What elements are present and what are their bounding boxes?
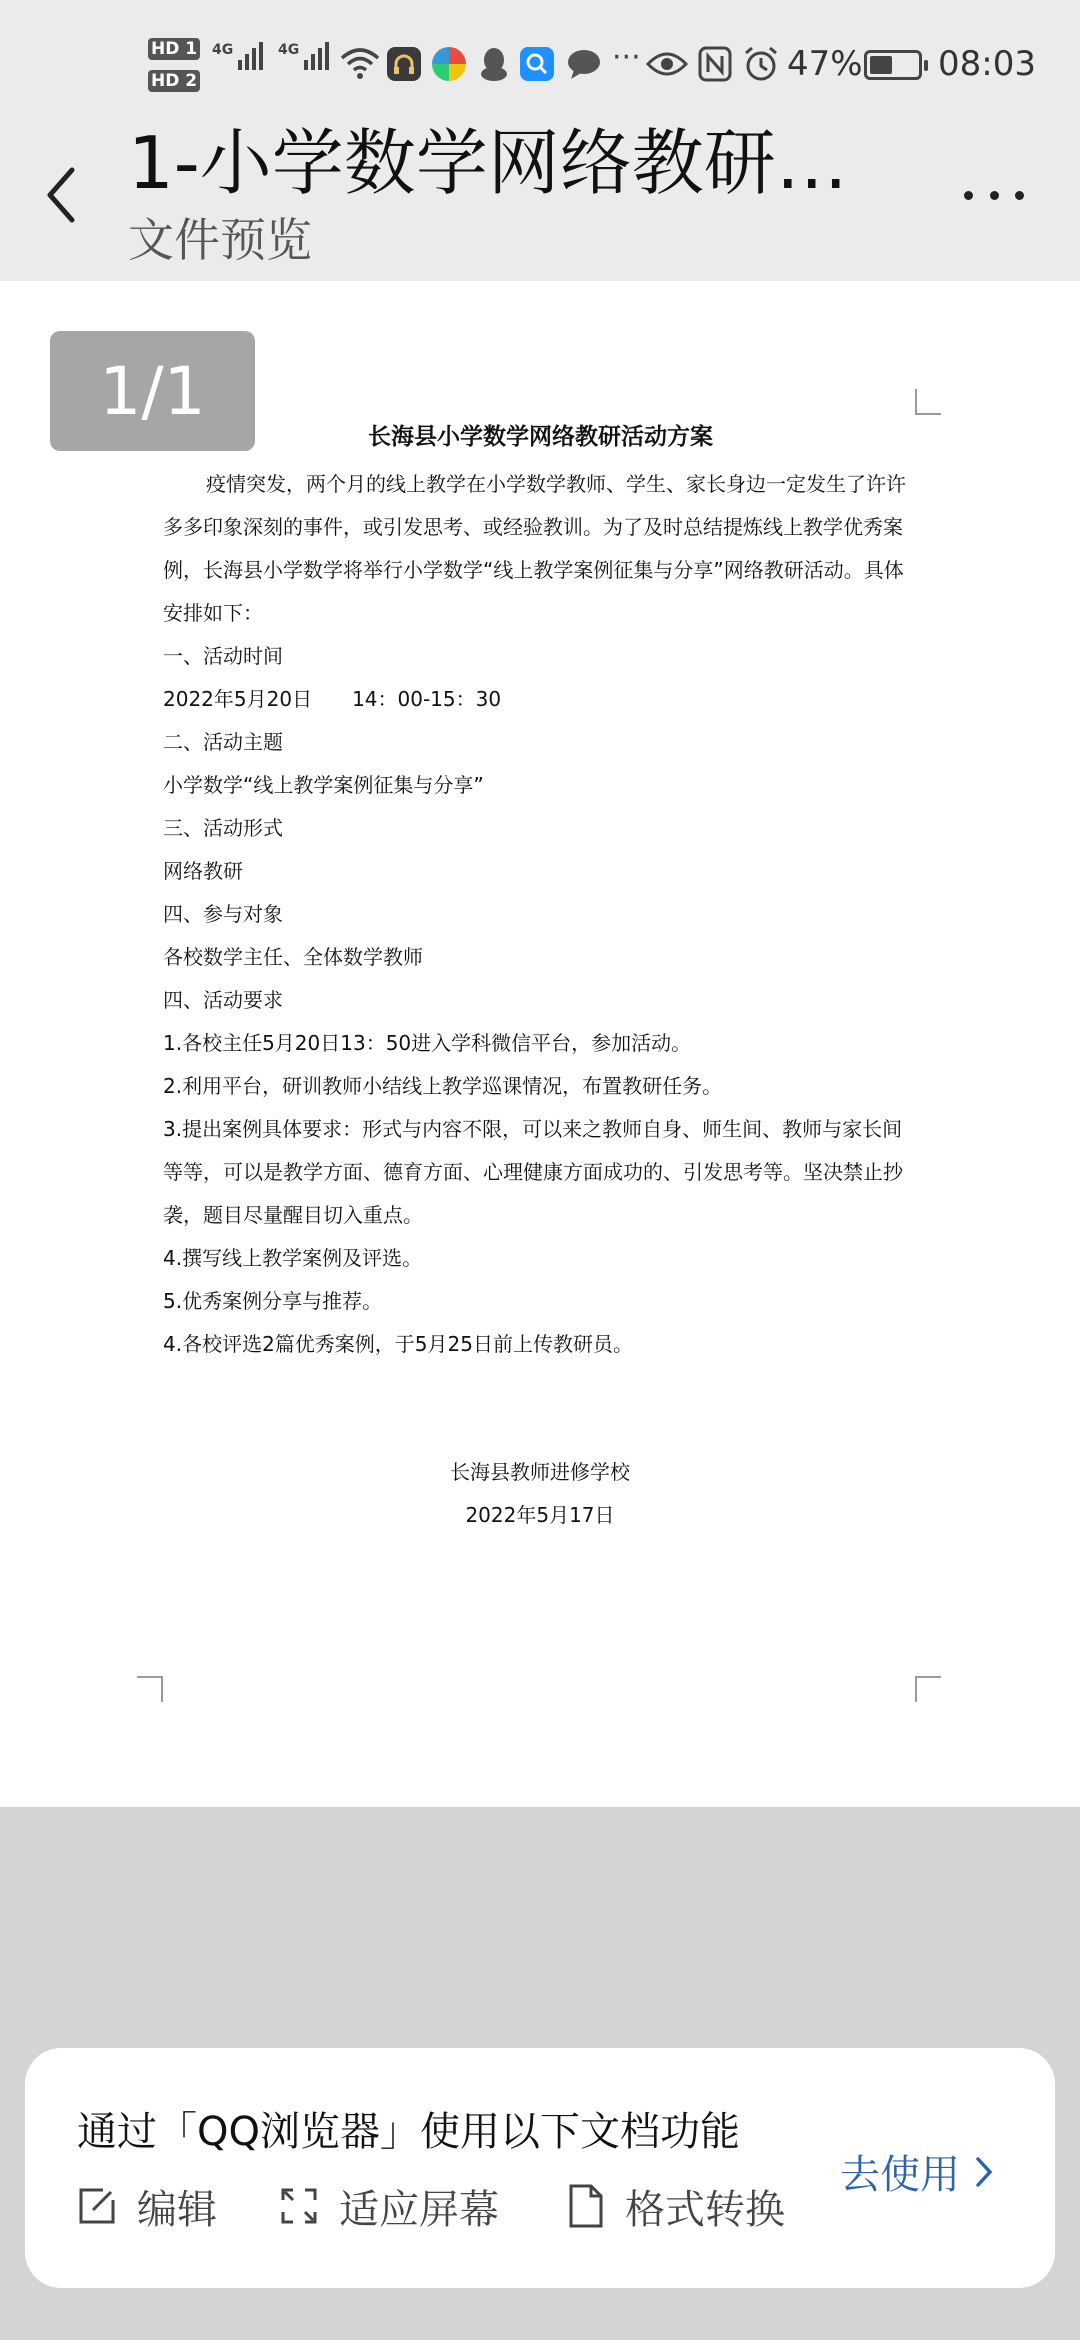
fit-screen-feature-label: 适应屏幕 xyxy=(339,2186,499,2233)
headphones-icon xyxy=(387,47,421,81)
qq-browser-promo-card xyxy=(25,2048,1055,2288)
more-options-button[interactable] xyxy=(954,160,1034,230)
document-line: 4.撰写线上教学案例及评选。 xyxy=(163,1246,423,1270)
wifi-icon xyxy=(340,46,380,80)
document-page[interactable] xyxy=(0,281,1080,1807)
nfc-icon xyxy=(698,46,732,82)
hd-indicator-1: HD 1 xyxy=(148,38,203,60)
crop-mark xyxy=(137,1676,163,1702)
dot xyxy=(964,191,973,200)
page-title: 1-小学数学网络教研… xyxy=(128,121,848,205)
document-line: 四、参与对象 xyxy=(163,902,283,926)
edit-feature-label: 编辑 xyxy=(137,2186,217,2233)
document-paragraph: 疫情突发，两个月的线上教学在小学数学教师、学生、家长身边一定发生了许许多多印象深刻的事件，或引发思考、或经验教训。为了及时总结提炼线上教学优秀案例，长海县小学数学将举行小学数学“线上教学案例征集与分享”网络教研活动。具体安排如下： xyxy=(163,472,906,625)
eye-icon xyxy=(646,50,688,78)
page-indicator: 1/1 xyxy=(50,331,255,451)
clock: 08:03 xyxy=(938,44,1036,84)
document-line: 网络教研 xyxy=(163,859,243,883)
edit-icon xyxy=(77,2186,117,2226)
document-line: 1.各校主任5月20日13：50进入学科微信平台，参加活动。 xyxy=(163,1031,692,1055)
status-bar xyxy=(0,0,1080,130)
document-line: 四、活动要求 xyxy=(163,988,283,1012)
document-line: 二、活动主题 xyxy=(163,730,283,754)
document-line: 4.各校评选2篇优秀案例，于5月25日前上传教研员。 xyxy=(163,1332,633,1356)
document-line: 各校数学主任、全体数学教师 xyxy=(163,945,423,969)
fit-screen-feature-button[interactable] xyxy=(279,2176,499,2236)
promo-text: 通过「QQ浏览器」使用以下文档功能 xyxy=(77,2109,740,2155)
document-line: 2022年5月20日 14：00-15：30 xyxy=(163,687,502,711)
qq-icon xyxy=(478,46,510,82)
signal-icon: 4G xyxy=(212,42,263,70)
document-footer xyxy=(0,1451,1080,1537)
go-use-button[interactable] xyxy=(840,2143,994,2200)
document-date: 2022年5月17日 xyxy=(465,1503,615,1527)
alarm-icon xyxy=(742,45,780,83)
edit-feature-button[interactable] xyxy=(77,2176,217,2236)
document-body xyxy=(163,416,918,1366)
document-line: 一、活动时间 xyxy=(163,644,283,668)
battery-percent: 47% xyxy=(787,44,863,84)
go-use-label: 去使用 xyxy=(840,2152,960,2198)
crop-mark xyxy=(915,1676,941,1702)
document-signature: 长海县教师进修学校 xyxy=(450,1460,630,1484)
dot xyxy=(990,191,999,200)
fit-screen-icon xyxy=(279,2186,319,2226)
pinwheel-app-icon xyxy=(432,47,466,81)
more-notifications-icon: ··· xyxy=(612,40,641,75)
crop-mark xyxy=(915,389,941,415)
format-convert-feature-button[interactable] xyxy=(565,2176,785,2236)
search-app-icon xyxy=(520,47,554,81)
chat-icon xyxy=(566,48,602,80)
document-line: 2.利用平台，研训教师小结线上教学巡课情况，布置教研任务。 xyxy=(163,1074,723,1098)
header xyxy=(0,0,1080,281)
document-line: 三、活动形式 xyxy=(163,816,283,840)
document-line: 小学数学“线上教学案例征集与分享” xyxy=(163,773,484,797)
page-subtitle: 文件预览 xyxy=(128,213,312,267)
document-line: 3.提出案例具体要求：形式与内容不限，可以来之教师自身、师生间、教师与家长间等等，可以是教学方面、德育方面、心理健康方面成功的、引发思考等。坚决禁止抄袭，题目尽量醒目切入重点。 xyxy=(163,1117,903,1227)
chevron-left-icon xyxy=(36,160,86,230)
file-icon xyxy=(565,2184,605,2228)
chevron-right-icon xyxy=(974,2155,994,2189)
signal-icon: 4G xyxy=(278,42,329,70)
back-button[interactable] xyxy=(36,160,86,230)
dot xyxy=(1015,191,1024,200)
format-convert-feature-label: 格式转换 xyxy=(625,2186,785,2233)
battery-level xyxy=(870,56,892,74)
battery-icon xyxy=(864,50,922,80)
document-title: 长海县小学数学网络教研活动方案 xyxy=(368,424,713,450)
document-line: 5.优秀案例分享与推荐。 xyxy=(163,1289,383,1313)
hd-indicator-2: HD 2 xyxy=(148,70,203,92)
